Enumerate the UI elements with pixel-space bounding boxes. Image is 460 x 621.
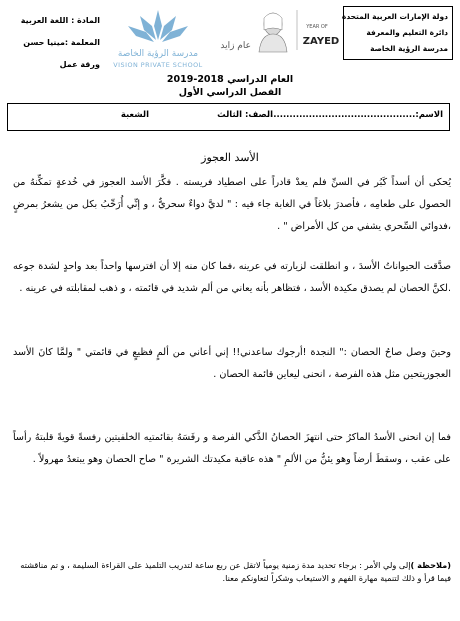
story-paragraph-4: فما إن انحنى الأسدُ الماكرُ حتى انتهزَ الحصانُ الذَّكي الفرصة و رفَسَهُ بقائمتيه الخلفيتين رفسةً قويةً قلبتهُ رأساً على عقب ، وسقطَ أرضاً وهو يئنُّ من الألمِ " هذه عاقبة مكيدتك الشريرة " صاح الحصان وهو يبتعدُ مهرولاً . [13, 432, 451, 465]
term-line: الفصل الدراسي الأول [178, 87, 282, 98]
department-line: دائرة التعليم والمعرفة [366, 28, 448, 37]
zayed-text: ZAYED [302, 36, 340, 47]
subject-line: المادة : اللغة العربية [20, 16, 100, 25]
worksheet-line: ورقة عمل [59, 60, 100, 69]
story-paragraph-1: يُحكى أن أسداً كَبُر في السنِّ فلم يعدْ قادراً على اصطياد فريسته . فكَّرَ الأسد العجوز في خُدعةٍ تمكِّنهُ من الحصول على طعامِه ، فأصدرَ بلاغاً في الغابة جاء فيه : " لديَّ دواءٌ سحريٌّ ، و إنِّي أُرَحِّبُ بكل من يشعرُ بمرضٍ ،فدوائي السِّحري يشفي من كل الأمراض " . [13, 177, 451, 232]
story-paragraph-3: وحينَ وصل صاحُ الحصان :" النجدة !أرجوك ساعدني!! إني أعاني من ألمٍ فظيعٍ في قائمتي " ولمَّا كانَ الأسد العجوزيتحين مثل هذه الفرصة ، انحنى ليعاين قائمة الحصان . [13, 347, 451, 380]
student-name-field[interactable]: الاسم:.............................................. [266, 110, 443, 120]
year-line: العام الدراسي 2018-2019 [166, 74, 294, 85]
note-label: (ملاحظة ) [410, 560, 451, 570]
vision-english-text: VISION PRIVATE SCHOOL [113, 61, 203, 69]
note-text: إلى ولي الأمر : برجاء تحديد مدة زمنية يومياً لاتقل عن ربع ساعة لتدريب التلميذ على القراءة السليمة ، و تم مناقشته فيما قرأ و ذلك لتنمية مهارة الفهم و الاستيعاب وشكراً لتعاونكم معنا. [20, 560, 451, 583]
parent-note [13, 559, 451, 584]
school-line: مدرسة الرؤية الخاصة [370, 44, 448, 53]
year-of-text: YEAR OF [306, 24, 328, 30]
vision-school-logo [100, 6, 216, 72]
school-info-box [343, 6, 453, 60]
story-title: الأسد العجوز [201, 151, 259, 164]
section-field[interactable]: الشعبة [120, 110, 149, 120]
grade-field: الصف: الثالث [217, 110, 273, 120]
academic-year [130, 73, 330, 99]
story-paragraph-2: صدَّقت الحيواناتُ الأسدَ ، و انطلقت لزيارته في عرينه ،فما كان منه إلا أن افترسها واحداً بعد واحدٍ لشدة جوعه .لكنَّ الحصان لم يصدق مكيدة الأسد ، فتظاهر بأنه يعاني من ألم شديد في قائمته ، و ذهب لمقابلته في عرينه . [13, 261, 451, 294]
teacher-info [8, 10, 100, 76]
zayed-arabic-text: عام زايد [220, 41, 251, 51]
student-info-box [7, 103, 450, 131]
vision-arabic-text: مدرسة الرؤية الخاصة [117, 49, 199, 59]
year-of-zayed-logo [220, 4, 345, 56]
teacher-line: المعلمة :مينيا حسن [23, 38, 100, 47]
country-line: دولة الإمارات العربية المتحدة [341, 12, 448, 21]
